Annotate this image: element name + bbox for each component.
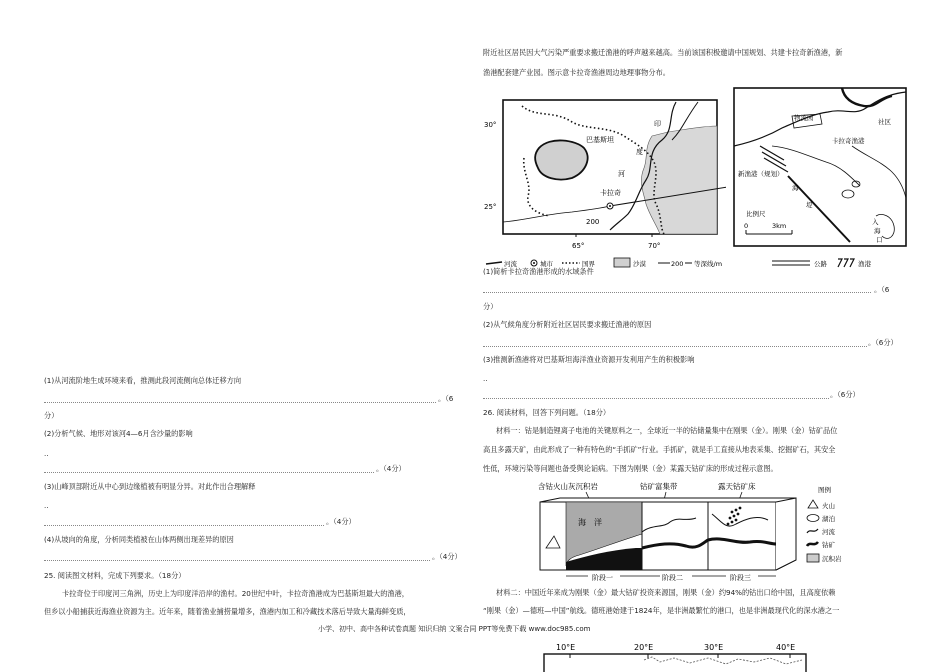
karachi-region-map [476,96,726,254]
cobalt-formation-diagram [536,478,866,584]
right-q3: (3)推测新渔港将对巴基斯坦海洋渔业资源开发利用产生的积极影响 [483,355,695,364]
intro-line-1: 附近社区居民因大气污染严重要求搬迁渔港的呼声越来越高。当前该国积极邀请中国规划、共建卡拉奇新渔港，新 [483,48,843,57]
diagram-stage1: 阶段一 [592,574,613,582]
left-q1-answer-line[interactable] [44,402,436,403]
q25-line-1: 卡拉奇位于印度河三角洲，历史上为印度洋沿岸的渔村。20世纪中叶，卡拉奇渔港成为巴基斯坦最大的渔港， [62,589,409,598]
right-q3-answer-line[interactable] [483,398,829,399]
left-q3-dots: .. [44,501,49,510]
inset-sea-char-2: 堤 [806,201,813,209]
inset-logistics-label: 物流园 [794,114,814,122]
material1-line-2: 高且多露天矿，由此形成了一种有特色的“手抓矿”行业。手抓矿，就是手工直接从地表采集、挖掘矿石，其安全 [483,445,836,454]
right-q2-score: 。（6分） [868,338,898,347]
left-q1-score: 。（6 [438,394,454,403]
inset-inlet-char-2: 海 [874,227,881,235]
left-q3-score: 。（4分） [326,517,356,526]
map-river-char-1: 印 [654,120,661,128]
legend-desert-symbol [614,258,630,267]
diagram-legend-title: 图例 [818,486,831,494]
diagram-legend-lake: 湖泊 [822,515,835,523]
legend-border: 国界 [582,260,595,268]
africa-lon-30: 30°E [704,643,724,652]
diagram-enriched-label: 钴矿富集带 [640,482,678,491]
left-q2-answer-line[interactable] [44,472,374,473]
map-lat-25: 25° [484,203,497,211]
right-q2: (2)从气候角度分析附近社区居民要求搬迁渔港的原因 [483,320,652,329]
map-city-label: 卡拉奇 [600,189,621,197]
inset-new-port-label: 新渔港（规划） [738,170,784,178]
intro-line-2: 渔港配套建产业园。图示意卡拉奇渔港周边地理事物分布。 [483,68,670,77]
diagram-legend-cobalt: 钴矿 [822,541,835,549]
inset-inlet-char-1: 入 [872,218,879,226]
left-q1-score-cont: 分） [44,411,59,420]
q26-title: 26. 阅读材料，回答下列问题。（18分） [483,408,611,417]
diagram-volcanic-label: 含钴火山灰沉积岩 [538,482,598,491]
africa-lon-40: 40°E [776,643,796,652]
karachi-port-inset-map [732,86,910,250]
diagram-stage3: 阶段三 [730,574,751,582]
diagram-legend-volcano: 火山 [822,502,835,510]
inset-scale-title: 比例尺 [746,210,766,218]
left-q4: (4)从坡向的角度，分析同类植被在山体两侧出现差异的原因 [44,535,234,544]
legend-river-symbol [486,262,502,264]
map-country-label: 巴基斯坦 [586,136,614,144]
right-q1: (1)简析卡拉奇渔港形成的水域条件 [483,267,594,276]
map-river-char-3: 河 [618,170,625,178]
page-footer: 小学、初中、高中各种试卷真题 知识归纳 文案合同 PPT等免费下载 www.doc985.com [318,625,591,633]
inset-old-port-label: 卡拉奇渔港 [832,137,865,145]
left-q2: (2)分析气候、地形对该河4—6月含沙量的影响 [44,429,193,438]
left-q2-score: 。（4分） [376,464,406,473]
africa-lon-20: 20°E [634,643,654,652]
material1-line-3: 性低，环境污染等问题也备受舆论诟病。下图为刚果（金）某露天钴矿床的形成过程示意图。 [483,464,778,473]
legend-river: 河流 [504,260,517,268]
left-q3: (3)山峰顶部附近从中心到边缘植被有明显分异。对此作出合理解释 [44,482,256,491]
legend-isobath: 等深线/m [694,260,723,268]
right-q3-dots: .. [483,374,488,383]
material2-line-1: 材料二：中国近年来成为刚果（金）最大钴矿投资来源国，刚果（金）约94%的钴出口给中国，且高度依赖 [496,588,836,597]
legend-city: 城市 [540,260,553,268]
right-q3-score: 。（6分） [830,390,860,399]
legend-fishing-port: 渔港 [858,260,871,268]
right-q1-answer-line[interactable] [483,292,871,293]
legend-desert: 沙漠 [633,260,646,268]
right-q1-score-cont: 分） [483,302,498,311]
map-lon-70: 70° [648,242,661,250]
inset-inlet-char-3: 口 [876,236,883,244]
material1-line-1: 材料一：钴是制造锂离子电池的关键原料之一，全球近一半的钴储量集中在刚果（金）。刚果（金）钴矿品位 [496,426,838,435]
inset-scale-value: 3km [772,222,787,230]
left-q1: (1)从河流阶地生成环境来看，推测此段河流侧向总体迁移方向 [44,376,242,385]
africa-map-fragment [540,640,810,672]
diagram-legend-river: 河流 [822,528,835,536]
legend-port-symbol [838,259,854,267]
legend-isobath-value: 200 [671,260,684,268]
left-q3-answer-line[interactable] [44,525,324,526]
map-river-char-2: 度 [636,148,643,156]
left-q2-dots: .. [44,449,49,458]
diagram-stage2: 阶段二 [662,574,683,582]
left-q4-score: 。（4分） [432,552,462,561]
left-q4-answer-line[interactable] [44,560,430,561]
q25-title: 25. 阅读图文材料，完成下列要求。（18分） [44,571,186,580]
diagram-legend-sedimentary: 沉积岩 [822,555,842,563]
right-q2-answer-line[interactable] [483,346,867,347]
diagram-sea-char-2: 洋 [594,518,602,527]
right-q1-score: 。（6 [874,285,890,294]
map-lon-65: 65° [572,242,585,250]
map-depth-label: 200 [586,218,600,226]
diagram-sea-char-1: 海 [578,518,586,527]
inset-sea-char-1: 海 [792,184,799,192]
q25-line-2: 但乡以小船捕获近海渔业资源为主。近年来，随着渔业捕捞量增多，渔港内加工和冷藏技术落后导致大量海鲜变质， [44,607,411,616]
inset-scale-zero: 0 [744,222,749,230]
legend-road: 公路 [814,260,827,268]
inset-community-label: 社区 [878,118,891,126]
material2-line-2: “刚果（金）—德班—中国”航线。德班港始建于1824年，是非洲最繁忙的港口，也是非洲最现代化的深水港之一 [483,606,840,615]
diagram-openpit-label: 露天钴矿床 [718,482,756,491]
africa-lon-10: 10°E [556,643,576,652]
map-lat-30: 30° [484,121,497,129]
